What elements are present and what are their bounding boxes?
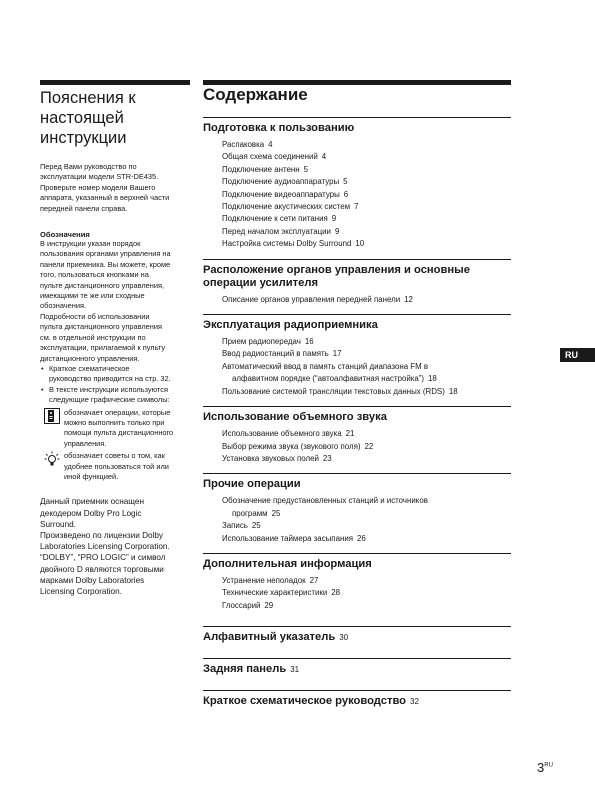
toc-entry-title: Подключение видеоаппаратуры	[222, 189, 340, 199]
text-line: В инструкции указан порядок	[40, 239, 141, 249]
text-line: пульта дистанционного управления	[40, 322, 162, 332]
toc-entry-title: Автоматический ввод в память станций диапазона FM в	[222, 361, 429, 371]
toc-entry-title: Обозначение предустановленных станций и источников	[222, 496, 428, 506]
toc-entry-page: 25	[271, 508, 281, 518]
toc-entry-title: Подключение антенн	[222, 164, 300, 174]
text-line: Licensing Corporation.	[40, 587, 122, 596]
toc-entry-page: 18	[428, 374, 437, 384]
toc-entry-page: 10	[355, 239, 365, 249]
text-line: панели приемника. Вы можете, кроме	[40, 259, 171, 269]
text-line: Surround.	[40, 519, 76, 529]
toc-entry-page: 25	[251, 521, 261, 531]
text-line: Перед Вами руководство по	[40, 162, 137, 171]
toc-entry-page: 9	[334, 226, 340, 236]
toc-entry-page: 23	[322, 453, 332, 463]
toc-section	[203, 259, 511, 306]
toc-entry	[203, 336, 511, 348]
text-line: аппарата, указанный в верхней части	[40, 193, 170, 203]
bullet-quick-guide	[40, 364, 190, 385]
text-line: пульте дистанционного управления,	[40, 280, 165, 290]
toc-entry-page: 12	[404, 294, 413, 304]
text-line: “DOLBY”, “PRO LOGIC” и символ	[40, 553, 166, 563]
toc-entry-title: Прием радиопередач	[222, 337, 301, 347]
toc-entry-page: 16	[304, 337, 314, 347]
toc-entry	[203, 361, 511, 386]
toc-entry-title: Перед началом эксплуатации	[222, 226, 331, 236]
text-line: обозначения.	[40, 301, 87, 311]
toc-entry-title: Подключение акустических систем	[222, 202, 351, 212]
text-line: того, пользоваться кнопками на	[40, 270, 149, 280]
left-rule	[40, 80, 190, 85]
text-line: следующие графические символы:	[49, 395, 170, 405]
text-line: дистанционного управления.	[40, 353, 140, 363]
intro-text	[40, 162, 190, 214]
toc-entry	[203, 587, 511, 599]
contents-column	[203, 80, 511, 712]
notes-paragraph-2	[40, 312, 190, 364]
language-tab: RU	[560, 348, 595, 362]
notes-paragraph-1	[40, 239, 190, 312]
tip-symbol-text	[64, 451, 169, 481]
text-line: Подробности об использовании	[40, 311, 150, 321]
toc-entry-title: Выбор режима звука (звукового поля)	[222, 441, 361, 451]
toc-heading-text: Задняя панель	[203, 663, 287, 676]
toc-entry-page: 9	[331, 214, 337, 224]
text-line: передней панели справа.	[40, 203, 128, 213]
toc-entry	[203, 164, 511, 176]
toc-entry	[203, 520, 511, 532]
toc-entry-page: 29	[264, 600, 274, 610]
tip-symbol-row	[40, 451, 190, 482]
toc-entry	[203, 600, 511, 612]
toc-section-heading: Дополнительная информация	[203, 557, 372, 570]
toc-entry	[203, 428, 511, 440]
toc-entry-title: Описание органов управления передней панели	[222, 294, 401, 304]
toc-section-heading: Использование объемного звука	[203, 411, 387, 424]
toc-entry-page: 22	[364, 441, 374, 451]
toc-entry-page: 5	[303, 164, 308, 174]
text-line: иной функцией.	[64, 471, 119, 481]
toc-entry-title: Использование таймера засыпания	[222, 533, 354, 543]
toc-entry-title: Ввод радиостанций в память	[222, 349, 329, 359]
toc-heading-page: 30	[339, 633, 349, 643]
toc-entry	[203, 151, 511, 163]
toc-heading-page: 32	[410, 697, 419, 707]
toc-section-heading: Прочие операции	[203, 478, 301, 491]
text-line: можно выполнить только при	[64, 417, 165, 427]
toc-entry	[203, 201, 511, 213]
text-line: обозначает операции, которые	[64, 407, 171, 417]
toc-entry-page: 26	[357, 533, 366, 543]
toc-entry	[203, 238, 511, 250]
toc-heading-text: Алфавитный указатель	[203, 631, 336, 644]
toc-entry-page: 4	[268, 140, 273, 149]
toc-entry	[203, 189, 511, 201]
text-line: марками Dolby Laboratories	[40, 575, 145, 585]
toc-entry-page: 18	[448, 386, 458, 396]
toc-entry	[203, 386, 511, 398]
toc-entry-title: Общая схема соединений	[222, 152, 318, 162]
text-line: Проверьте номер модели Вашего	[40, 182, 156, 192]
toc-heading-page: 31	[290, 665, 300, 675]
text-line: Произведено по лицензии Dolby	[40, 530, 164, 540]
toc-section	[203, 626, 511, 644]
toc-entry-title: Пользование системой трансляции текстовых данных (RDS)	[222, 386, 445, 396]
toc-entry	[203, 226, 511, 238]
toc-section-heading	[203, 663, 511, 676]
toc-entry-page: 27	[309, 575, 319, 585]
toc-section	[203, 690, 511, 708]
toc-entry	[203, 294, 511, 306]
toc-entry-page: 21	[345, 429, 355, 439]
text-line: Данный приемник оснащен	[40, 497, 145, 507]
text-line: имеющими те же или сходные	[40, 291, 145, 301]
text-line: Laboratories Licensing Corporation.	[40, 542, 170, 552]
left-column	[40, 80, 190, 597]
toc-section	[203, 658, 511, 676]
toc-section	[203, 314, 511, 398]
toc-entry-title: Глоссарий	[222, 600, 261, 610]
toc-entry	[203, 533, 511, 545]
page-number-suffix: RU	[544, 762, 553, 769]
toc-section-heading: Расположение органов управления и основные операции усилителя	[203, 263, 470, 289]
toc-entry-page: 7	[354, 202, 359, 212]
text-line: пользования органами управления на	[40, 249, 171, 259]
toc-entry-page: 5	[343, 177, 348, 187]
bullet-symbols	[40, 385, 190, 406]
toc-entry-title: Технические характеристики	[222, 588, 328, 598]
toc-entry-page: 28	[331, 588, 341, 598]
contents-title: Содержание	[203, 85, 308, 104]
toc-entry-continuation: алфавитном порядке (“автоалфавитная настройка”) 18	[232, 374, 437, 384]
toc-section	[203, 406, 511, 465]
lightbulb-icon	[44, 451, 60, 472]
toc-section	[203, 473, 511, 545]
toc-section	[203, 117, 511, 251]
toc-sections	[203, 117, 511, 708]
text-line: удобнее пользоваться той или	[64, 461, 169, 471]
toc-entry	[203, 139, 511, 151]
text-line: руководство приводится на стр. 32.	[49, 374, 171, 384]
text-line: управления.	[64, 438, 107, 448]
toc-entry-title: Запись	[222, 521, 248, 531]
page-number	[537, 760, 553, 775]
toc-section-heading	[203, 695, 511, 708]
toc-entry	[203, 441, 511, 453]
toc-entry	[203, 453, 511, 465]
toc-entry-title: Устранение неполадок	[222, 575, 306, 585]
toc-entry-page: 4	[321, 152, 327, 162]
text-line: Краткое схематическое	[49, 363, 130, 373]
toc-entry-title: Настройка системы Dolby Surround	[222, 239, 352, 249]
toc-entry	[203, 176, 511, 188]
toc-entry	[203, 348, 511, 360]
text-line: обозначает советы о том, как	[64, 451, 165, 461]
text-line: эксплуатации модели STR-DE435.	[40, 172, 159, 182]
text-line: декодером Dolby Pro Logic	[40, 508, 142, 518]
remote-symbol-row	[40, 408, 190, 450]
toc-entry-title: Подключение к сети питания	[222, 214, 328, 224]
text-line: помощи пульта дистанционного	[64, 428, 174, 438]
toc-entry	[203, 575, 511, 587]
dolby-license-note	[40, 530, 190, 597]
toc-entry-continuation: программ 25	[232, 508, 281, 518]
toc-heading-text: Краткое схематическое руководство	[203, 695, 407, 708]
toc-section-heading	[203, 631, 511, 644]
toc-entry-title: Установка звуковых полей	[222, 453, 319, 463]
toc-section-heading: Подготовка к пользованию	[203, 122, 355, 134]
toc-entry-page: 6	[343, 189, 349, 199]
toc-entry-title: Использование объемного звука	[222, 429, 342, 439]
toc-entry-title: Подключение аудиоаппаратуры	[222, 177, 340, 187]
remote-control-icon	[44, 408, 60, 427]
toc-section-heading: Эксплуатация радиоприемника	[203, 319, 378, 332]
text-line: эксплуатации, прилагаемой к пульту	[40, 343, 166, 353]
page-number-value: 3	[537, 760, 545, 775]
dolby-decoder-note	[40, 496, 190, 530]
toc-section	[203, 553, 511, 612]
toc-entry	[203, 213, 511, 225]
toc-entry	[203, 495, 511, 520]
text-line: В тексте инструкции используются	[49, 384, 168, 394]
notes-heading: Обозначения	[40, 230, 90, 240]
toc-entry-title: Распаковка	[222, 140, 265, 149]
text-line: двойного D являются торговыми	[40, 564, 164, 574]
toc-entry-page: 17	[332, 349, 342, 359]
instructions-title: Пояснения к настоящей инструкции	[40, 89, 136, 147]
text-line: см. в отдельной инструкции по	[40, 332, 146, 342]
remote-symbol-text	[64, 408, 173, 448]
